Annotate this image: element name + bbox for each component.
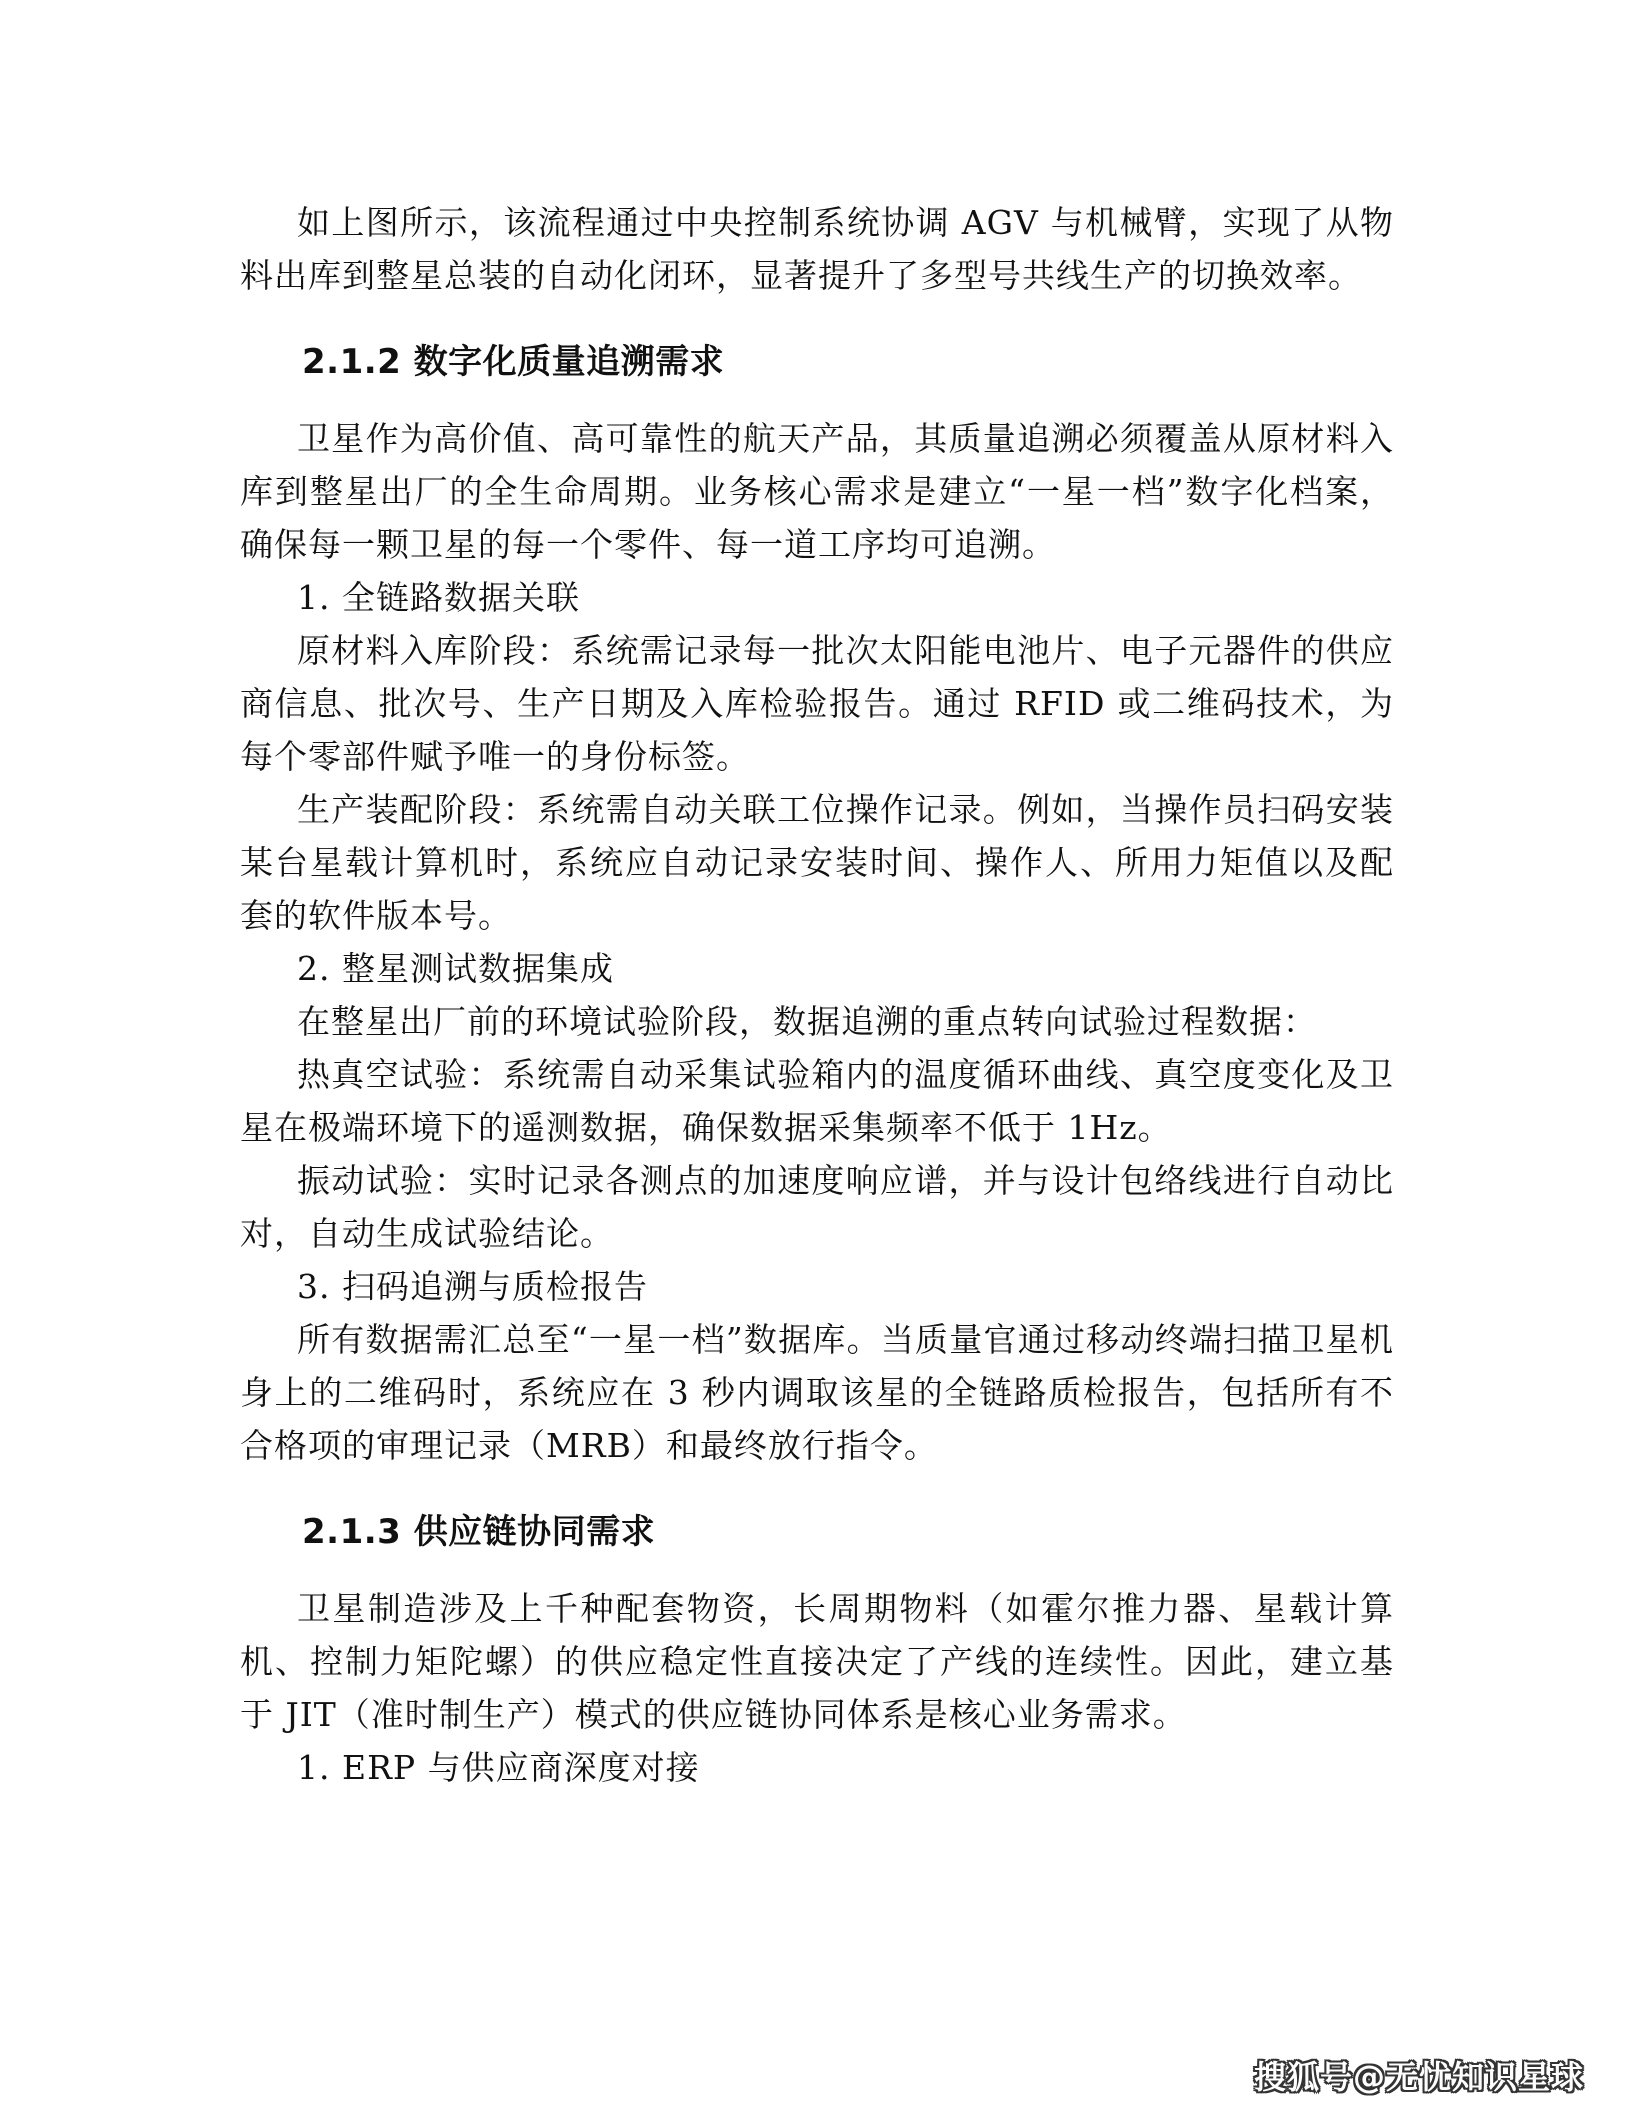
intro-paragraph: 如上图所示，该流程通过中央控制系统协调 AGV 与机械臂，实现了从物料出库到整星总装的自动化闭环，显著提升了多型号共线生产的切换效率。 bbox=[240, 203, 1394, 295]
section-heading-2-1-3: 2.1.3 供应链协同需求 bbox=[302, 1512, 656, 1552]
section-2-1-3-list-item-title-1: 1. ERP 与供应商深度对接 bbox=[297, 1748, 700, 1787]
list-item-1-paragraph-1: 原材料入库阶段：系统需记录每一批次太阳能电池片、电子元器件的供应商信息、批次号、生产日期及入库检验报告。通过 RFID 或二维码技术，为每个零部件赋予唯一的身份标签。 bbox=[240, 631, 1394, 776]
watermark-text: 搜狐号@无忧知识星球 bbox=[1253, 2058, 1584, 2096]
list-item-1-paragraph-2: 生产装配阶段：系统需自动关联工位操作记录。例如，当操作员扫码安装某台星载计算机时，系统应自动记录安装时间、操作人、所用力矩值以及配套的软件版本号。 bbox=[240, 790, 1394, 935]
list-item-3-paragraph-1: 所有数据需汇总至“一星一档”数据库。当质量官通过移动终端扫描卫星机身上的二维码时，系统应在 3 秒内调取该星的全链路质检报告，包括所有不合格项的审理记录（MRB）和最终放行指令。 bbox=[240, 1320, 1394, 1465]
section-2-1-2-paragraph: 卫星作为高价值、高可靠性的航天产品，其质量追溯必须覆盖从原材料入库到整星出厂的全生命周期。业务核心需求是建立“一星一档”数字化档案，确保每一颗卫星的每一个零件、每一道工序均可追溯。 bbox=[240, 419, 1394, 564]
section-2-1-3-paragraph: 卫星制造涉及上千种配套物资，长周期物料（如霍尔推力器、星载计算机、控制力矩陀螺）的供应稳定性直接决定了产线的连续性。因此，建立基于 JIT（准时制生产）模式的供应链协同体系是核心业务需求。 bbox=[240, 1589, 1394, 1734]
list-item-2-paragraph-3: 振动试验：实时记录各测点的加速度响应谱，并与设计包络线进行自动比对，自动生成试验结论。 bbox=[240, 1161, 1394, 1253]
list-item-title-1: 1. 全链路数据关联 bbox=[297, 578, 580, 617]
list-item-2-paragraph-1: 在整星出厂前的环境试验阶段，数据追溯的重点转向试验过程数据： bbox=[297, 1002, 1317, 1041]
list-item-title-2: 2. 整星测试数据集成 bbox=[297, 949, 614, 988]
section-heading-2-1-2: 2.1.2 数字化质量追溯需求 bbox=[302, 342, 725, 382]
list-item-title-3: 3. 扫码追溯与质检报告 bbox=[297, 1267, 648, 1306]
document-page bbox=[240, 196, 1394, 1794]
list-item-2-paragraph-2: 热真空试验：系统需自动采集试验箱内的温度循环曲线、真空度变化及卫星在极端环境下的遥测数据，确保数据采集频率不低于 1Hz。 bbox=[240, 1055, 1394, 1147]
